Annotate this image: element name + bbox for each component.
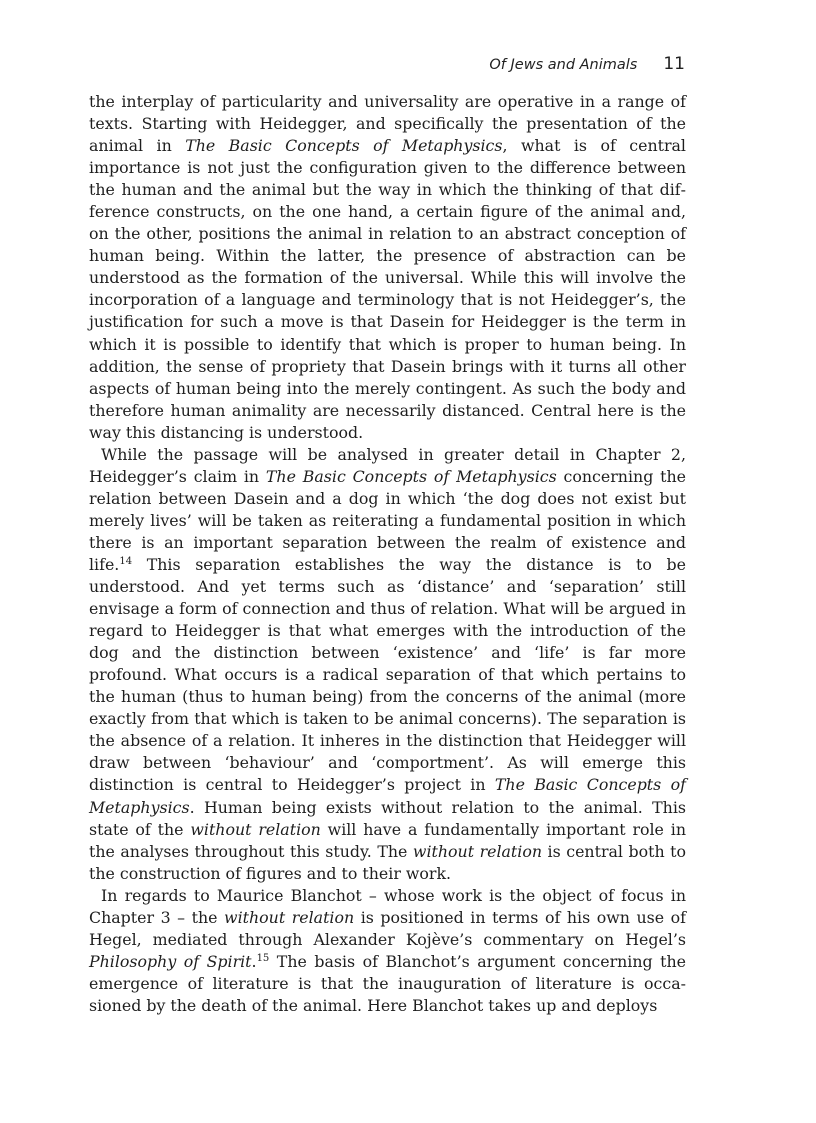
text-run: In regards to Maurice Blanchot – whose work is the object of focus in Chapter 3 – the <box>89 885 686 927</box>
body-text <box>89 91 686 1017</box>
footnote-ref-14: 14 <box>119 555 133 567</box>
text-run: the interplay of particularity and universality are operative in a range of texts. Starting with Heidegger, and specifically the presentation of the animal in <box>89 92 686 156</box>
running-head <box>90 53 685 76</box>
book-title: The Basic Concepts of Metaphysics <box>185 136 503 156</box>
text-run: concerning the relation between Dasein and a dog in which ‘the dog does not exist but merely lives’ will be taken as reiterating a fundamental position in which there is an important separation between the realm of existence and life. <box>89 466 686 574</box>
running-head-title: Of Jews and Animals <box>489 57 638 73</box>
page-number: 11 <box>663 54 685 74</box>
text-run: The basis of Blanchot’s argument concerning the emergence of literature is that the inauguration of literature is occasioned by the death of the animal. Here Blanchot takes up and deploys <box>89 951 686 1015</box>
footnote-ref-15: 15 <box>256 952 270 964</box>
text-run: . <box>251 951 257 971</box>
paragraph-2 <box>89 444 686 885</box>
emphasis-term: without relation <box>190 819 321 839</box>
text-run: This separation establishes the way the distance is to be understood. And yet terms such as ‘distance’ and ‘separation’ still envisage a form of connection and thus of relation. What will be argued in regard to Heidegger is that what emerges with the introduction of the dog and the distinction between ‘existence’ and ‘life’ is far more profound. What occurs is a radical separation of that which pertains to the human (thus to human being) from the concerns of the animal (more exactly from that which is taken to be animal concerns). The separation is the absence of a relation. It inheres in the distinction that Heidegger will draw between ‘behaviour’ and ‘comportment’. As will emerge this distinction is central to Heidegger’s project in <box>89 554 686 795</box>
book-title: The Basic Concepts of Metaphysics <box>89 775 686 817</box>
emphasis-term: without relation <box>412 841 543 861</box>
text-run: While the passage will be analysed in greater detail in Chapter 2, Heidegger’s claim in <box>89 444 686 486</box>
text-run: , what is of central importance is not just the configuration given to the difference between the human and the animal but the way in which the thinking of that difference constructs, on the one hand, a certain figure of the animal and, on the other, positions the animal in relation to an abstract conception of human being. Within the latter, the presence of abstraction can be understood as the formation of the universal. While this will involve the incorporation of a language and terminology that is not Heidegger’s, the justification for such a move is that Dasein for Heidegger is the term in which it is possible to identify that which is proper to human being. In addition, the sense of propriety that Dasein brings with it turns all other aspects of human being into the merely contingent. As such the body and therefore human animality are necessarily distanced. Central here is the way this distancing is understood. <box>89 136 686 442</box>
book-title: The Basic Concepts of Metaphysics <box>265 466 557 486</box>
text-run: is positioned in terms of his own use of Hegel, mediated through Alexander Kojève’s commentary on Hegel’s <box>89 907 687 949</box>
text-run: will have a fundamentally important role in the analyses throughout this study. The <box>89 819 686 861</box>
paragraph-3 <box>89 885 686 1017</box>
text-run: . Human being exists without relation to the animal. This state of the <box>89 797 686 839</box>
emphasis-term: without relation <box>224 907 355 927</box>
book-title: Philosophy of Spirit <box>89 951 252 971</box>
text-run: is central both to the construction of figures and to their work. <box>89 841 686 883</box>
paragraph-1 <box>89 91 686 444</box>
